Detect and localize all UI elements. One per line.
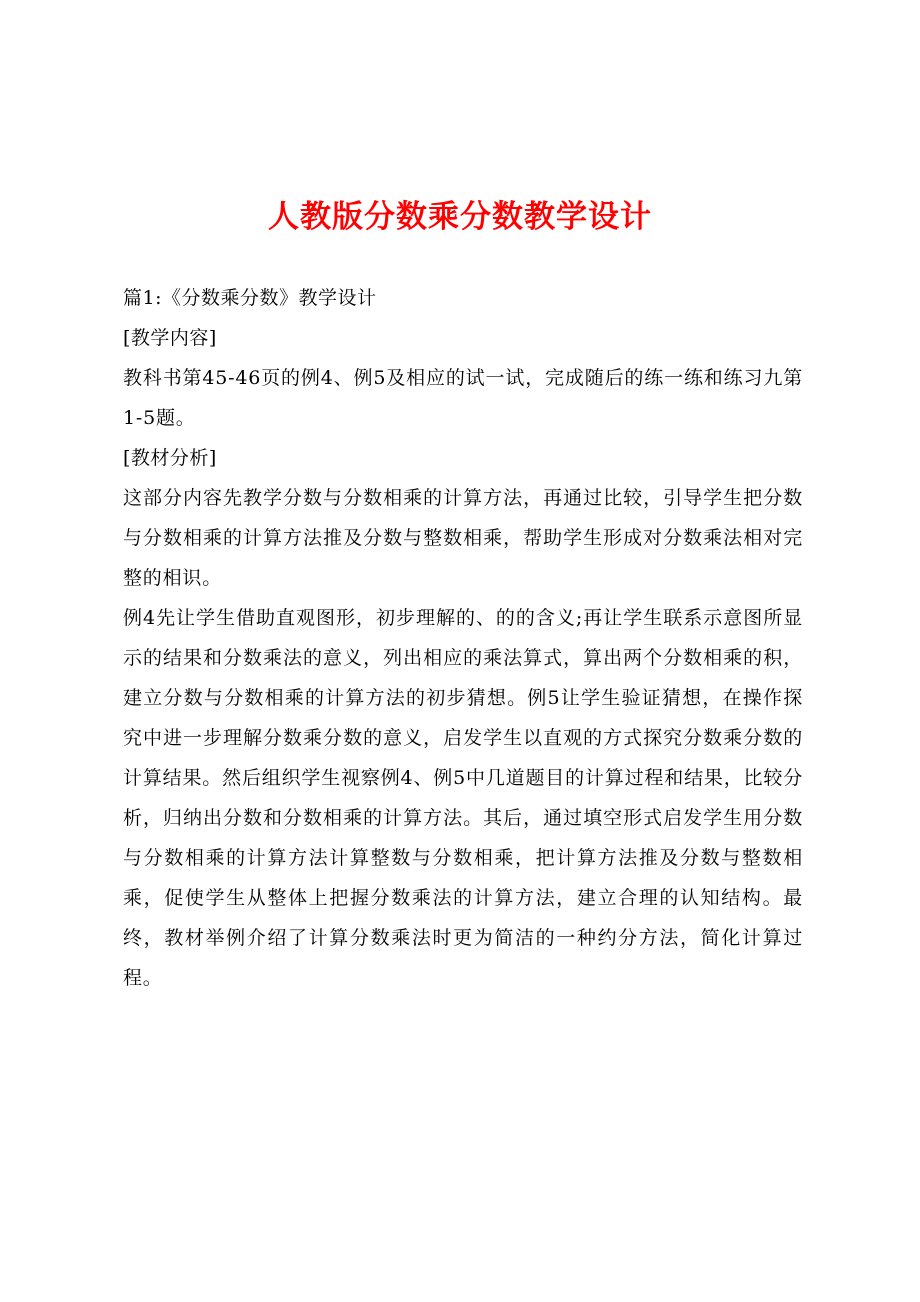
- paragraph-teaching-content: 教科书第45-46页的例4、例5及相应的试一试，完成随后的练一练和练习九第1-5题。: [123, 367, 803, 429]
- paragraph-material-analysis-1: 这部分内容先教学分数与分数相乘的计算方法，再通过比较，引导学生把分数与分数相乘的计算方法推及分数与整数相乘，帮助学生形成对分数乘法相对完整的相识。: [123, 487, 803, 589]
- document-title: 人教版分数乘分数教学设计: [268, 199, 652, 235]
- document-body: [123, 278, 803, 998]
- article-heading: 篇1:《分数乘分数》教学设计: [123, 287, 377, 309]
- section-heading-material-analysis: [教材分析]: [123, 447, 217, 469]
- paragraph-material-analysis-2: 例4先让学生借助直观图形，初步理解的、的的含义;再让学生联系示意图所显示的结果和分数乘法的意义，列出相应的乘法算式，算出两个分数相乘的积，建立分数与分数相乘的计算方法的初步猜想。例5让学生验证猜想，在操作探究中进一步理解分数乘分数的意义，启发学生以直观的方式探究分数乘分数的计算结果。然后组织学生视察例4、例5中几道题目的计算过程和结果，比较分析，归纳出分数和分数相乘的计算方法。其后，通过填空形式启发学生用分数与分数相乘的计算方法计算整数与分数相乘，把计算方法推及分数与整数相乘，促使学生从整体上把握分数乘法的计算方法，建立合理的认知结构。最终，教材举例介绍了计算分数乘法时更为简洁的一种约分方法，简化计算过程。: [123, 607, 803, 989]
- section-heading-teaching-content: [教学内容]: [123, 327, 217, 349]
